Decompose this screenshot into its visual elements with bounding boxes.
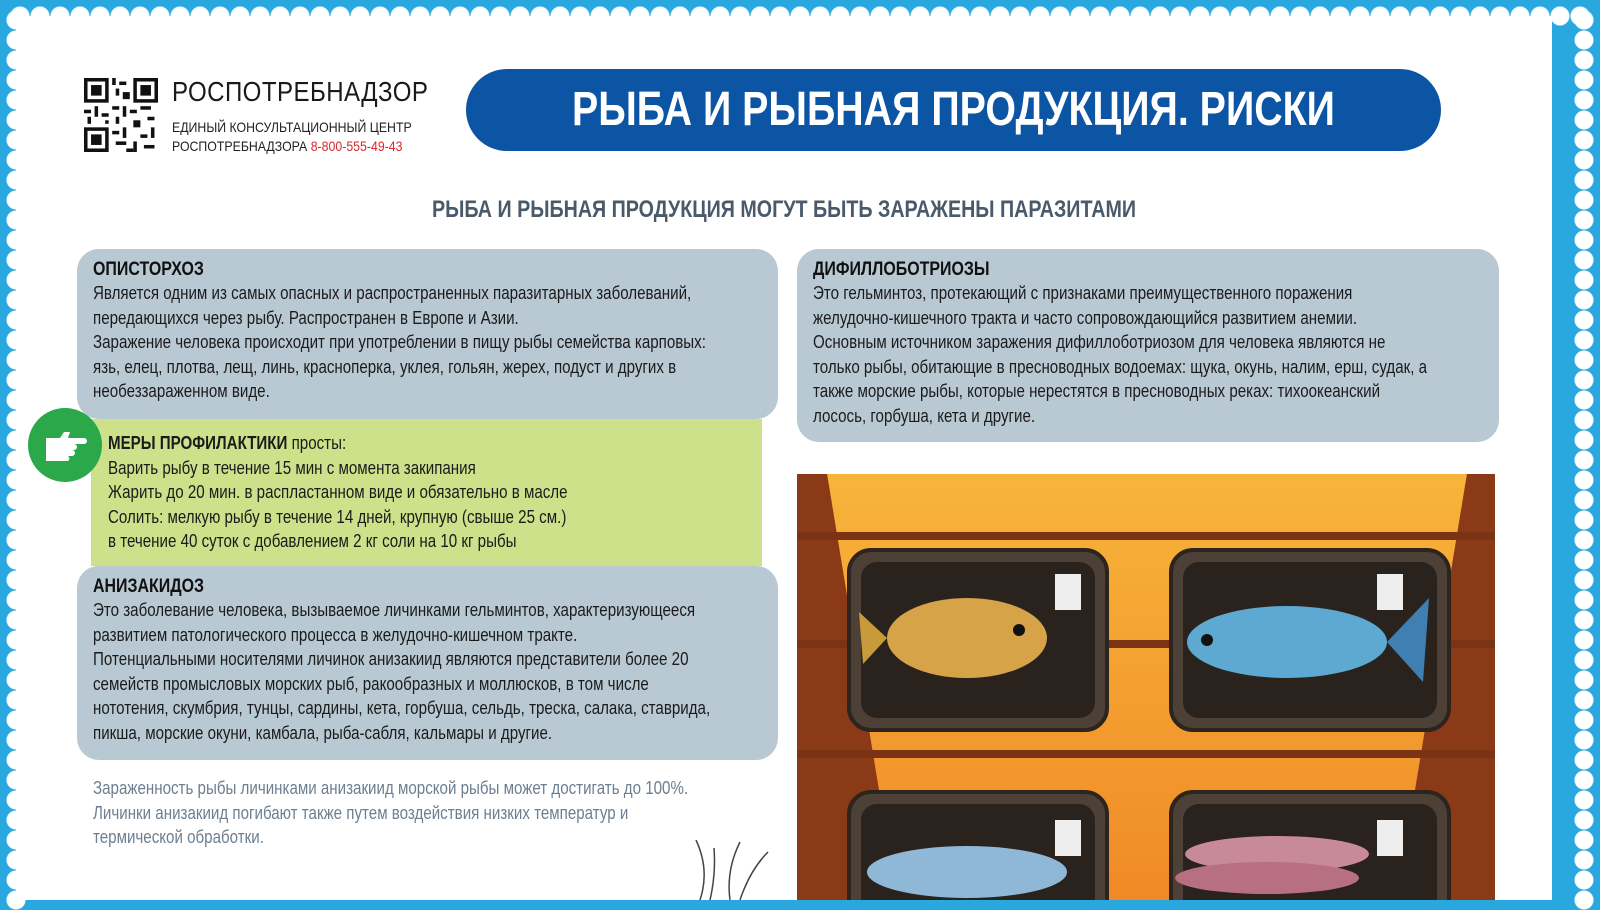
prevention-heading: МЕРЫ ПРОФИЛАКТИКИ (108, 433, 288, 453)
page-title: РЫБА И РЫБНАЯ ПРОДУКЦИЯ. РИСКИ (572, 83, 1335, 136)
panel-line: Является одним из самых опасных и распространенных паразитарных заболеваний, (93, 283, 692, 303)
panel-line: развитием патологического процесса в желудочно-кишечном тракте. (93, 624, 578, 645)
panel-opisthorchiasis (77, 249, 778, 419)
panel-line: Это заболевание человека, вызываемое личинками гельминтов, характеризующееся (93, 600, 696, 620)
panel-line: только рыбы, обитающие в пресноводных водоемах: щука, окунь, налим, ерш, судак, а (813, 356, 1428, 377)
fish-tray-3 (849, 792, 1107, 900)
panel-diphyllobothriasis (797, 249, 1499, 442)
section-subtitle: РЫБА И РЫБНАЯ ПРОДУКЦИЯ МОГУТ БЫТЬ ЗАРАЖЕНЫ ПАРАЗИТАМИ (432, 196, 1136, 223)
panel-line: язь, елец, плотва, лещ, линь, красноперка, уклея, гольян, жерех, подуст и других в (93, 356, 677, 377)
footnote (93, 776, 688, 850)
org-subtitle-line1: ЕДИНЫЙ КОНСУЛЬТАЦИОННЫЙ ЦЕНТР (172, 119, 412, 135)
pointing-hand-glyph (28, 408, 102, 482)
panel-line: семейств промысловых морских рыб, ракообразных и моллюсков, в том числе (93, 673, 649, 694)
panel-line: нототения, скумбрия, тунцы, сардины, кета, горбуша, сельдь, треска, салака, ставрида, (93, 698, 711, 718)
panel-line: Это гельминтоз, протекающий с признаками преимущественного поражения (813, 283, 1353, 303)
org-name: РОСПОТРЕБНАДЗОР (172, 76, 429, 107)
panel-line: Заражение человека происходит при употреблении в пищу рыбы семейства карповых: (93, 332, 706, 352)
pointing-hand-icon (28, 408, 102, 482)
panel-line: необеззараженном виде. (93, 381, 270, 401)
panel-heading: АНИЗАКИДОЗ (93, 576, 205, 597)
qr-code-icon (84, 78, 158, 152)
org-subtitle-line2 (172, 138, 402, 154)
hotline-phone: 8-800-555-49-43 (310, 138, 403, 154)
prevention-line: Жарить до 20 мин. в распластанном виде и обязательно в масле (108, 482, 568, 502)
title-banner (466, 69, 1441, 151)
prevention-line: Варить рыбу в течение 15 мин с момента закипания (108, 457, 476, 478)
panel-line: лосось, горбуша, кета и другие. (813, 405, 1036, 426)
panel-line: желудочно-кишечного тракта и часто сопровождающийся развитием анемии. (813, 307, 1358, 328)
fish-tray-2 (1171, 550, 1449, 730)
fish-trays-drawing (797, 474, 1495, 900)
decorative-grass (690, 840, 780, 900)
panel-line: Основным источником заражения дифиллоботриозом для человека являются не (813, 332, 1386, 352)
prevention-heading-line (108, 431, 568, 456)
prevention-heading-suffix: просты: (287, 433, 347, 453)
panel-line: также морские рыбы, которые нерестятся в пресноводных реках: тихоокеанский (813, 381, 1381, 401)
panel-line: Потенциальными носителями личинок анизакиид являются представители более 20 (93, 649, 689, 669)
panel-heading: ОПИСТОРХОЗ (93, 259, 204, 280)
footnote-line: Личинки анизакиид погибают также путем воздействия низких температур и (93, 802, 629, 823)
prevention-line: в течение 40 суток с добавлением 2 кг соли на 10 кг рыбы (108, 531, 517, 551)
panel-prevention (91, 419, 762, 566)
footnote-line: термической обработки. (93, 827, 264, 847)
panel-anisakiasis (77, 566, 778, 760)
org-subtitle-line2-text: РОСПОТРЕБНАДЗОРА (172, 138, 308, 154)
fish-tray-4 (1171, 792, 1449, 900)
fish-trays-illustration (797, 474, 1495, 900)
footnote-line: Зараженность рыбы личинками анизакиид морской рыбы может достигать до 100%. (93, 778, 689, 798)
prevention-line: Солить: мелкую рыбу в течение 14 дней, крупную (свыше 25 см.) (108, 506, 567, 527)
panel-heading: ДИФИЛЛОБОТРИОЗЫ (813, 259, 990, 280)
panel-line: пикша, морские окуни, камбала, рыба-сабля, кальмары и другие. (93, 722, 553, 743)
panel-line: передающихся через рыбу. Распространен в Европе и Азии. (93, 307, 519, 328)
fish-tray-1 (849, 550, 1107, 730)
